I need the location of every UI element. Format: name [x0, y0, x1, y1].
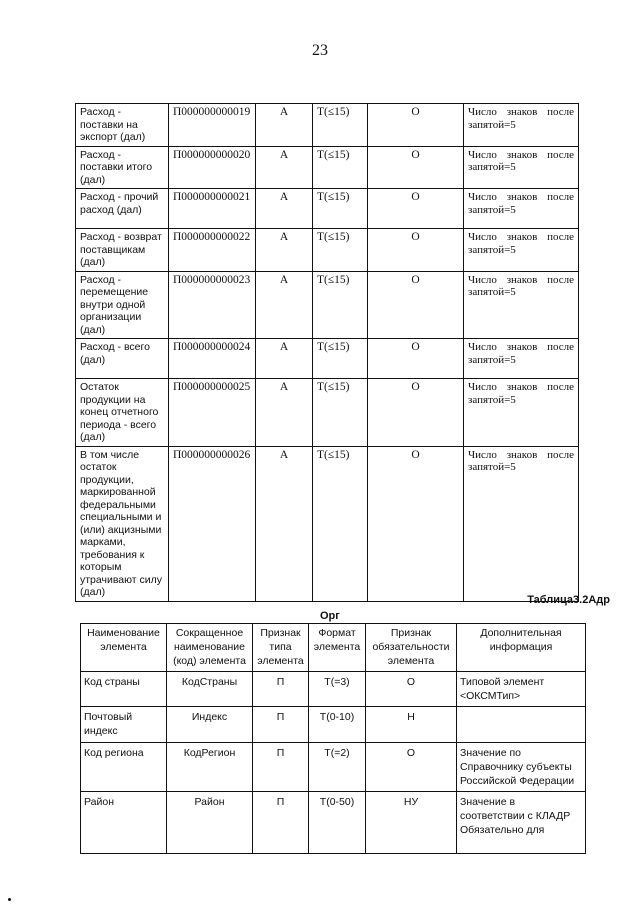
element-info — [464, 446, 579, 601]
element-name: Расход - перемещение внутри одной организации (дал) — [76, 271, 169, 339]
element-format: Т(≤15) — [313, 446, 368, 601]
element-name: Остаток продукции на конец отчетного периода - всего (дал) — [76, 379, 169, 447]
page-number: 23 — [312, 42, 328, 59]
info-line-2: запятой=5 — [468, 393, 516, 406]
element-name: Расход - поставки итого (дал) — [76, 146, 169, 189]
element-info — [464, 229, 579, 272]
table-row — [76, 146, 579, 189]
element-required: НУ — [366, 792, 457, 854]
info-line-2: запятой=5 — [468, 161, 516, 173]
element-required: О — [368, 339, 464, 379]
element-format: Т(≤15) — [313, 104, 368, 147]
info-line-1: Число знаков после — [468, 148, 574, 161]
element-type: А — [256, 146, 313, 189]
info-line-1: Число знаков после — [468, 191, 574, 203]
element-code: КодРегион — [167, 743, 253, 792]
element-type: А — [256, 379, 313, 447]
table-label: Таблица3.2Адр — [527, 594, 610, 606]
element-required: О — [368, 446, 464, 601]
element-code: КодСтраны — [167, 672, 253, 707]
element-format: Т(≤15) — [313, 379, 368, 447]
element-info — [464, 379, 579, 447]
element-info — [464, 146, 579, 189]
element-format: Т(≤15) — [313, 189, 368, 229]
element-info — [464, 104, 579, 147]
info-line-1: Число знаков после — [468, 341, 574, 353]
element-name: Расход - прочий расход (дал) — [76, 189, 169, 229]
element-code: П000000000023 — [169, 271, 256, 339]
element-info: Типовой элемент <ОКСМТип> — [457, 672, 586, 707]
table-header-row — [81, 624, 586, 672]
header-required: Признак обязательности элемента — [366, 624, 457, 672]
element-type: А — [256, 339, 313, 379]
info-line-2: запятой=5 — [468, 118, 516, 131]
info-line-2: запятой=5 — [468, 286, 516, 298]
table-row — [76, 229, 579, 272]
element-info — [464, 339, 579, 379]
info-line-1: Число знаков после — [468, 273, 574, 286]
element-required: О — [368, 146, 464, 189]
element-info: Значение по Справочнику субъекты Российской Федерации — [457, 743, 586, 792]
element-name: Расход - возврат поставщикам (дал) — [76, 229, 169, 272]
element-type: П — [253, 743, 309, 792]
table-row — [76, 339, 579, 379]
elements-table-continued — [75, 103, 579, 602]
element-info — [464, 271, 579, 339]
element-type: А — [256, 229, 313, 272]
element-code: П000000000019 — [169, 104, 256, 147]
element-name: Район — [81, 792, 167, 854]
element-name: Расход - всего (дал) — [76, 339, 169, 379]
element-format: Т(≤15) — [313, 339, 368, 379]
element-format: Т(=2) — [309, 743, 366, 792]
element-required: О — [368, 379, 464, 447]
element-name: Код страны — [81, 672, 167, 707]
element-name: Код региона — [81, 743, 167, 792]
element-code: П000000000026 — [169, 446, 256, 601]
element-required: О — [368, 189, 464, 229]
element-required: О — [366, 672, 457, 707]
element-type: П — [253, 707, 309, 743]
scan-speck — [8, 898, 11, 901]
element-type: А — [256, 104, 313, 147]
table-row — [81, 743, 586, 792]
header-info: Дополнительная информация — [457, 624, 586, 672]
element-code: П000000000022 — [169, 229, 256, 272]
info-line-1: Число знаков после — [468, 448, 574, 461]
element-code: П000000000020 — [169, 146, 256, 189]
element-type: А — [256, 446, 313, 601]
header-format: Формат элемента — [309, 624, 366, 672]
info-line-1: Число знаков после — [468, 106, 574, 118]
table-row — [76, 379, 579, 447]
element-code: Район — [167, 792, 253, 854]
element-name: В том числе остаток продукции, маркированной федеральными специальными и (или) акцизными марками, требования к которым утрачивают силу (дал) — [76, 446, 169, 601]
header-name: Наименование элемента — [81, 624, 167, 672]
element-info — [464, 189, 579, 229]
element-format: Т(≤15) — [313, 229, 368, 272]
info-line-1: Число знаков после — [468, 381, 574, 393]
info-line-2: запятой=5 — [468, 353, 516, 366]
element-format: Т(=3) — [309, 672, 366, 707]
table-subtitle: Орг — [320, 610, 340, 622]
element-type: А — [256, 271, 313, 339]
table-row — [76, 271, 579, 339]
element-code: Индекс — [167, 707, 253, 743]
element-name: Расход - поставки на экспорт (дал) — [76, 104, 169, 147]
header-code: Сокращенное наименование (код) элемента — [167, 624, 253, 672]
element-format: Т(0-10) — [309, 707, 366, 743]
info-line-2: запятой=5 — [468, 243, 516, 256]
element-type: П — [253, 792, 309, 854]
element-format: Т(≤15) — [313, 146, 368, 189]
info-line-1: Число знаков после — [468, 231, 574, 243]
info-line-2: запятой=5 — [468, 461, 516, 473]
table-row — [76, 104, 579, 147]
element-name: Почтовый индекс — [81, 707, 167, 743]
element-required: О — [368, 229, 464, 272]
element-info: Значение в соответствии с КЛАДР Обязательно для — [457, 792, 586, 854]
address-elements-table — [80, 623, 586, 854]
element-info — [457, 707, 586, 743]
table-row — [81, 792, 586, 854]
element-required: О — [368, 104, 464, 147]
table-row — [81, 707, 586, 743]
table-row — [81, 672, 586, 707]
element-format: Т(0-50) — [309, 792, 366, 854]
table-row — [76, 446, 579, 601]
element-code: П000000000021 — [169, 189, 256, 229]
info-line-2: запятой=5 — [468, 203, 516, 216]
element-required: Н — [366, 707, 457, 743]
table-row — [76, 189, 579, 229]
element-type: П — [253, 672, 309, 707]
element-type: А — [256, 189, 313, 229]
header-type: Признак типа элемента — [253, 624, 309, 672]
element-required: О — [366, 743, 457, 792]
element-code: П000000000025 — [169, 379, 256, 447]
element-format: Т(≤15) — [313, 271, 368, 339]
element-code: П000000000024 — [169, 339, 256, 379]
element-required: О — [368, 271, 464, 339]
